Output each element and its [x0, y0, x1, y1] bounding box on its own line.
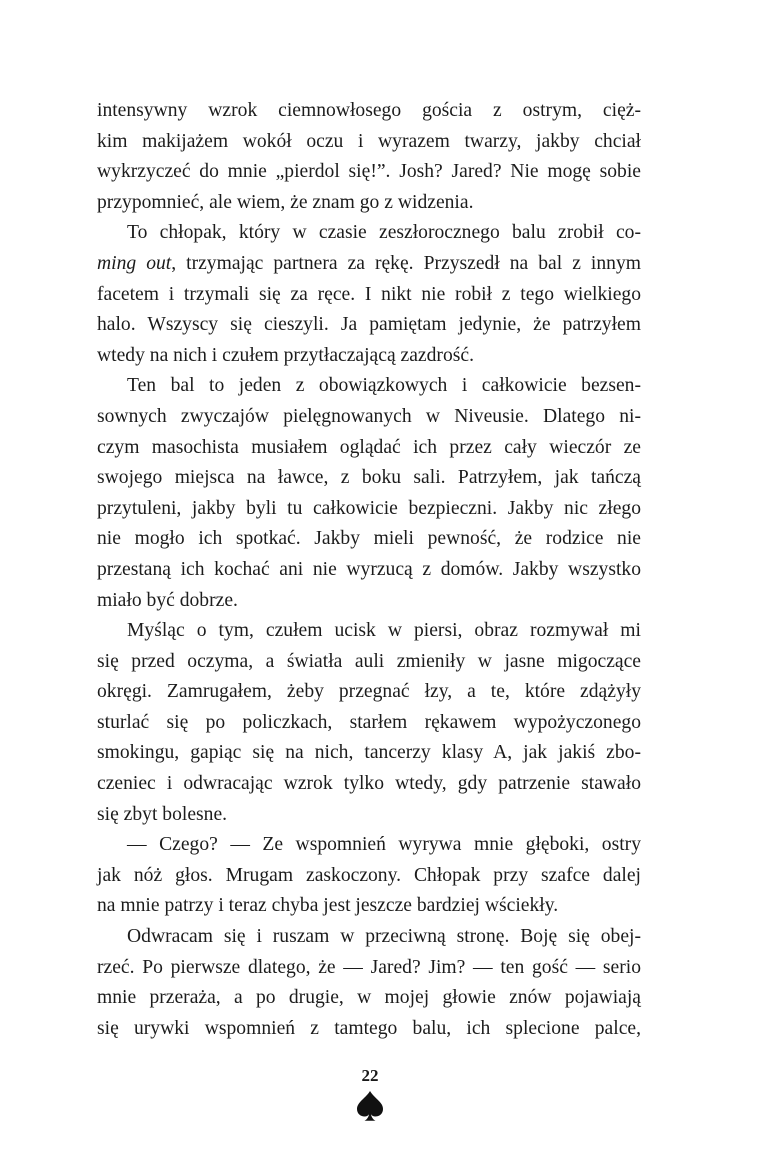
paragraph-2 [97, 218, 641, 371]
text-line: sturlać się po policzkach, starłem rękawem wypożyczonego [97, 711, 641, 733]
text-line: mnie przeraża, a po drugie, w mojej głowie znów pojawiają [97, 987, 641, 1009]
text-line: smokingu, gapiąc się na nich, tancerzy klasy A, jak jakiś zbo- [97, 742, 641, 764]
paragraph-5 [97, 830, 641, 922]
page-number: 22 [361, 1066, 379, 1085]
text-line: przytuleni, jakby byli tu całkowicie bezpieczni. Jakby nic złego [97, 497, 641, 519]
paragraph-1 [97, 96, 641, 218]
text-line: kim makijażem wokół oczu i wyrazem twarzy, jakby chciał [97, 130, 641, 152]
text-line: Myśląc o tym, czułem ucisk w piersi, obraz rozmywał mi [127, 620, 641, 642]
text-line: intensywny wzrok ciemnowłosego gościa z ostrym, cięż- [97, 100, 641, 121]
page-body [97, 96, 641, 1044]
text-line: czeniec i odwracając wzrok tylko wtedy, gdy patrzenie stawało [97, 773, 641, 795]
text-line: na mnie patrzy i teraz chyba jest jeszcze bardziej wściekły. [97, 895, 559, 917]
text-line: rzeć. Po pierwsze dlatego, że — Jared? Jim? — ten gość — serio [97, 956, 641, 978]
text-line: jak nóż głos. Mrugam zaskoczony. Chłopak przy szafce dalej [97, 864, 641, 886]
text-line: miało być dobrze. [97, 589, 238, 611]
text-line: nie mogło ich spotkać. Jakby mieli pewność, że rodzice nie [97, 528, 641, 550]
spade-icon [356, 1090, 384, 1122]
text-line: przestaną ich kochać ani nie wyrzucą z domów. Jakby wszystko [97, 558, 641, 580]
text-line: Ten bal to jeden z obowiązkowych i całkowicie bezsen- [127, 375, 641, 397]
paragraph-3 [97, 371, 641, 616]
text-line-italic-start [97, 249, 641, 280]
paragraph-4 [97, 616, 641, 830]
text-line: przypomnieć, ale wiem, że znam go z widzenia. [97, 191, 474, 213]
text-line: czym masochista musiałem oglądać ich przez cały wieczór ze [97, 436, 641, 458]
text-line: — Czego? — Ze wspomnień wyrywa mnie głęboki, ostry [127, 834, 641, 856]
text-line: wykrzyczeć do mnie „pierdol się!”. Josh? Jared? Nie mogę sobie [97, 161, 641, 183]
text-line: swojego miejsca na ławce, z boku sali. Patrzyłem, jak tańczą [97, 467, 641, 489]
italic-fragment: ming out [97, 252, 172, 274]
text-line: się urywki wspomnień z tamtego balu, ich splecione palce, [97, 1017, 641, 1039]
text-line: halo. Wszyscy się cieszyli. Ja pamiętam jedynie, że patrzyłem [97, 314, 641, 336]
text-line: się zbyt bolesne. [97, 803, 228, 825]
text-line: facetem i trzymali się za ręce. I nikt nie robił z tego wielkiego [97, 283, 641, 305]
text-line: To chłopak, który w czasie zeszłorocznego balu zrobił co- [127, 222, 641, 244]
text-line: okręgi. Zamrugałem, żeby przegnać łzy, a te, które zdążyły [97, 681, 641, 703]
text-line: wtedy na nich i czułem przytłaczającą zazdrość. [97, 344, 474, 366]
paragraph-6 [97, 922, 641, 1044]
text-line: się przed oczyma, a światła auli zmieniły w jasne migoczące [97, 650, 641, 672]
text-line: Odwracam się i ruszam w przeciwną stronę. Boję się obej- [127, 926, 641, 948]
text-line: sownych zwyczajów pielęgnowanych w Niveusie. Dlatego ni- [97, 405, 641, 427]
text-fragment: , trzymając partnera za rękę. Przyszedł na bal z innym [171, 252, 641, 274]
